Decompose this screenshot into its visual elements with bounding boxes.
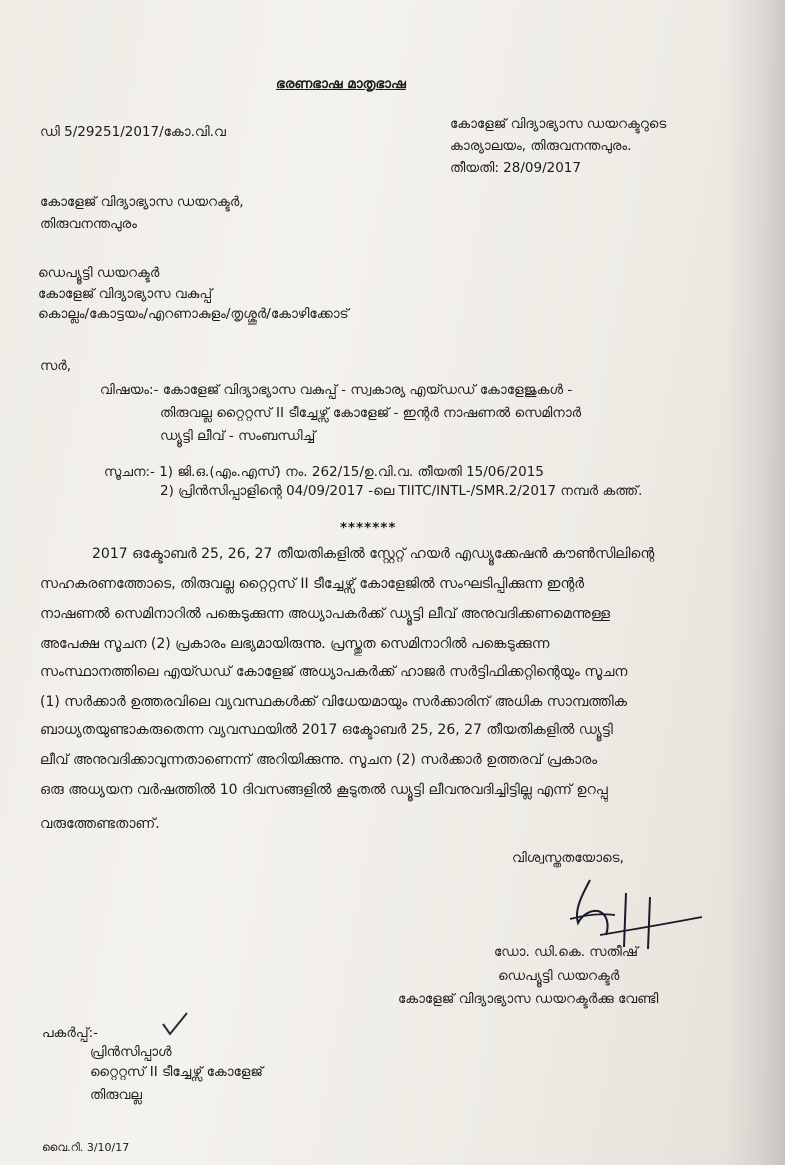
letterhead-title: ഭരണഭാഷ മാതൃഭാഷ [276,76,406,92]
to-line-3: കൊല്ലം/കോട്ടയം/എറണാകുളം/തൃശ്ശൂർ/കോഴിക്കോട് [38,306,349,322]
subject-line-3: ഡ്യൂട്ടി ലീവ് - സംബന്ധിച്ച് [160,428,316,444]
salutation: സർ, [40,358,72,374]
letter-date: തീയതി: 28/09/2017 [450,160,581,176]
check-mark-icon [160,1010,190,1038]
file-number: ഡി 5/29251/2017/കോ.വി.വ [40,124,226,140]
to-line-2: കോളേജ് വിദ്യാഭ്യാസ വകുപ്പ് [38,286,213,302]
body-line: ഒരു അധ്യയന വർഷത്തിൽ 10 ദിവസങ്ങളിൽ കൂടുതൽ ഡ്യൂട്ടി ലീവനുവദിച്ചിട്ടില്ല എന്ന് ഉറപ്പു [40,782,608,798]
reference-line-1: സൂചന:- 1) ജി.ഒ.(എം.എസ്) നം. 262/15/ഉ.വി.വ. തീയതി 15/06/2015 [104,464,544,480]
copy-line-3: തിരുവല്ല [90,1087,142,1103]
office-line-1: കോളേജ് വിദ്യാഭ്യാസ ഡയറക്ടറുടെ [450,116,667,132]
body-line: (1) സർക്കാർ ഉത്തരവിലെ വ്യവസ്ഥകൾക്ക് വിധേയമായും സർക്കാരിന് അധിക സാമ്പത്തിക [40,694,628,710]
body-line: സഹകരണത്തോടെ, തിരുവല്ല റ്റൈറ്റസ് II ടീച്ചേഴ്സ് കോളേജിൽ സംഘടിപ്പിക്കുന്ന ഇന്റർ [40,576,585,592]
body-line: 2017 ഒക്ടോബർ 25, 26, 27 തീയതികളിൽ സ്റ്റേറ്റ് ഹയർ എഡ്യൂക്കേഷൻ കൗൺസിലിന്റെ [92,546,655,562]
subject-line-2: തിരുവല്ല റ്റൈറ്റസ് II ടീച്ചേഴ്സ് കോളേജ് - ഇന്റർ നാഷണൽ സെമിനാർ [160,405,582,421]
signatory-on-behalf: കോളേജ് വിദ്യാഭ്യാസ ഡയറക്ടർക്കു വേണ്ടി [398,991,659,1007]
from-line-1: കോളേജ് വിദ്യാഭ്യാസ ഡയറക്ടർ, [40,194,244,210]
subject-line-1: വിഷയം:- കോളേജ് വിദ്യാഭ്യാസ വകുപ്പ് - സ്വകാര്യ എയ്ഡഡ് കോളേജുകൾ - [100,382,573,398]
handwritten-signature [560,875,710,955]
closing: വിശ്വസ്തതയോടെ, [512,850,624,866]
separator: ******* [340,520,397,536]
signatory-designation: ഡെപ്യൂട്ടി ഡയറക്ടർ [498,968,620,984]
body-line: സംസ്ഥാനത്തിലെ എയ്ഡഡ് കോളേജ് അധ്യാപകർക്ക് ഹാജർ സർട്ടിഫിക്കറ്റിന്റെയും സൂചന [40,664,628,680]
body-line: നാഷണൽ സെമിനാറിൽ പങ്കെടുക്കുന്ന അധ്യാപകർക്ക് ഡ്യൂട്ടി ലീവ് അനുവദിക്കണമെന്നുള്ള [40,606,610,622]
reference-line-2: 2) പ്രിൻസിപ്പാളിന്റെ 04/09/2017 -ലെ TIITC/INTL-/SMR.2/2017 നമ്പർ കത്ത്. [160,483,643,499]
office-line-2: കാര്യാലയം, തിരുവനന്തപുരം. [450,138,632,154]
body-line: വരുത്തേണ്ടതാണ്. [40,816,160,832]
body-line: ലീവ് അനുവദിക്കാവുന്നതാണെന്ന് അറിയിക്കുന്നു. സൂചന (2) സർക്കാർ ഉത്തരവ് പ്രകാരം [40,752,598,768]
from-line-2: തിരുവനന്തപുരം [40,216,137,232]
body-line: അപേക്ഷ സൂചന (2) പ്രകാരം ലഭ്യമായിരുന്നു. പ്രസ്തുത സെമിനാറിൽ പങ്കെടുക്കുന്ന [40,636,550,652]
signatory-name: ഡോ. ഡി.കെ. സതീഷ് [494,944,638,960]
body-line: ബാധ്യതയുണ്ടാകരുതെന്ന വ്യവസ്ഥയിൽ 2017 ഒക്ടോബർ 25, 26, 27 തീയതികളിൽ ഡ്യൂട്ടി [40,722,613,738]
paper-fold-shadow [725,0,785,1165]
to-line-1: ഡെപ്യൂട്ടി ഡയറക്ടർ [38,265,160,281]
received-note: വൈ.റി. 3/10/17 [42,1141,130,1154]
copy-line-1: പ്രിൻസിപ്പാൾ [90,1044,172,1060]
copy-label: പകർപ്പ്:- [42,1025,99,1041]
copy-line-2: റ്റൈറ്റസ് II ടീച്ചേഴ്സ് കോളേജ് [90,1064,263,1080]
